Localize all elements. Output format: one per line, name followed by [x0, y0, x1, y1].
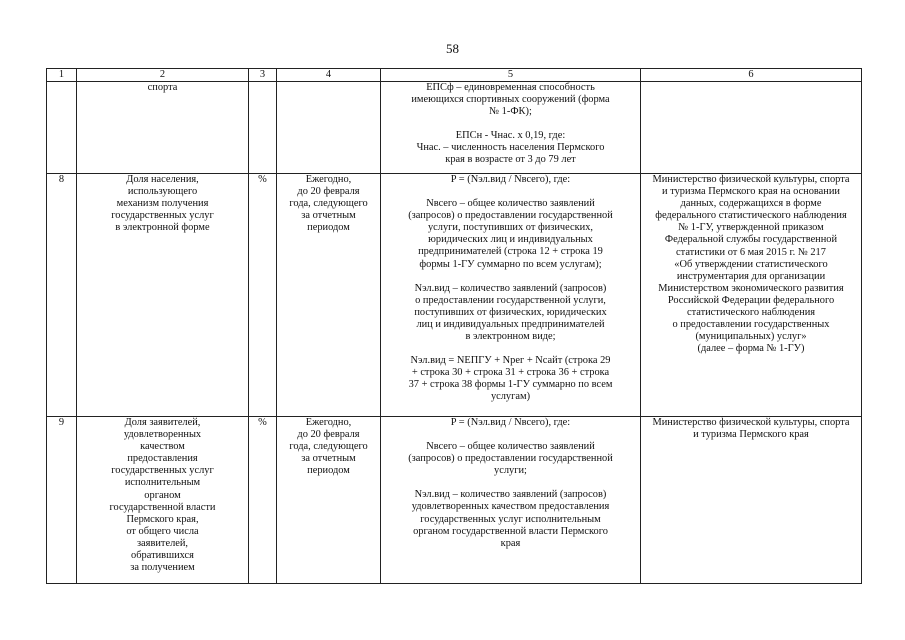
- row-number-cell: 9: [47, 417, 77, 584]
- method-paragraph: Nэл.вид – количество заявлений (запросов) о предоставлении государственной услуги, поступивших от физических, юридических лиц и индивидуальных предпринимателей в электронном виде;: [414, 282, 607, 343]
- column-number-row: [47, 69, 862, 82]
- unit-cell: %: [249, 417, 277, 584]
- period-cell: Ежегодно, до 20 февраля года, следующего за отчетным периодом: [277, 174, 381, 417]
- column-header-2: 2: [77, 69, 249, 82]
- method-cell: [381, 174, 641, 417]
- indicator-name-cell: Доля населения, использующего механизм получения государственных услуг в электронной форме: [77, 174, 249, 417]
- method-paragraph: Nэл.вид = NЕПГУ + Nрег + Nсайт (строка 29 + строка 30 + строка 31 + строка 36 + строка 37 + строка 38 формы 1-ГУ суммарно по всем услугам): [408, 355, 613, 403]
- period-cell: [277, 82, 381, 174]
- indicator-name-cell: Доля заявителей, удовлетворенных качеством предоставления государственных услуг исполнительным органом государственной власти Пермского края, от общего числа заявителей, обратившихся за получением: [77, 417, 249, 584]
- unit-cell: %: [249, 174, 277, 417]
- source-cell: [641, 82, 862, 174]
- method-cell: [381, 82, 641, 174]
- row-number-cell: 8: [47, 174, 77, 417]
- method-paragraph: Nвсего – общее количество заявлений (запросов) о предоставлении государственной услуги, поступивших от физических, юридических лиц и индивидуальных предпринимателей (строка 12 + строка 19 формы 1-ГУ суммарно по всем услугам);: [408, 198, 613, 270]
- column-header-4: 4: [277, 69, 381, 82]
- method-paragraph: ЕПСн - Чнас. х 0,19, где: Чнас. – численность населения Пермского края в возрасте от 3 до 79 лет: [416, 130, 605, 166]
- column-header-5: 5: [381, 69, 641, 82]
- method-paragraph: ЕПСф – единовременная способность имеющихся спортивных сооружений (форма № 1-ФК);: [411, 82, 610, 118]
- formula-paragraph: P = (Nэл.вид / Nвсего), где:: [450, 174, 571, 185]
- method-paragraph: Nэл.вид – количество заявлений (запросов) удовлетворенных качеством предоставления государственных услуг исполнительным органом государственной власти Пермского края: [411, 489, 610, 549]
- column-header-1: 1: [47, 69, 77, 82]
- period-cell: Ежегодно, до 20 февраля года, следующего за отчетным периодом: [277, 417, 381, 584]
- method-cell: [381, 417, 641, 584]
- source-cell: Министерство физической культуры, спорта и туризма Пермского края: [641, 417, 862, 584]
- column-header-3: 3: [249, 69, 277, 82]
- table-row-8: [47, 174, 862, 417]
- page-number: 58: [446, 41, 459, 56]
- indicator-name-cell: спорта: [77, 82, 249, 174]
- column-header-6: 6: [641, 69, 862, 82]
- indicator-table: [46, 68, 862, 584]
- row-number-cell: [47, 82, 77, 174]
- method-paragraph: Nвсего – общее количество заявлений (запросов) о предоставлении государственной услуги;: [408, 441, 613, 477]
- table-row-9: [47, 417, 862, 584]
- table-row-continuation: [47, 82, 862, 174]
- formula-paragraph: P = (Nэл.вид / Nвсего), где:: [450, 417, 571, 428]
- unit-cell: [249, 82, 277, 174]
- source-cell: Министерство физической культуры, спорта и туризма Пермского края на основании данных, содержащихся в форме федерального статистического наблюдения № 1-ГУ, утвержденной приказом Федеральной службы государственной статистики от 6 мая 2015 г. № 217 «Об утверждении статистического инструментария для организации Министерством экономического развития Российской Федерации федерального статистического наблюдения о предоставлении государственных (муниципальных) услуг» (далее – форма № 1-ГУ): [641, 174, 862, 417]
